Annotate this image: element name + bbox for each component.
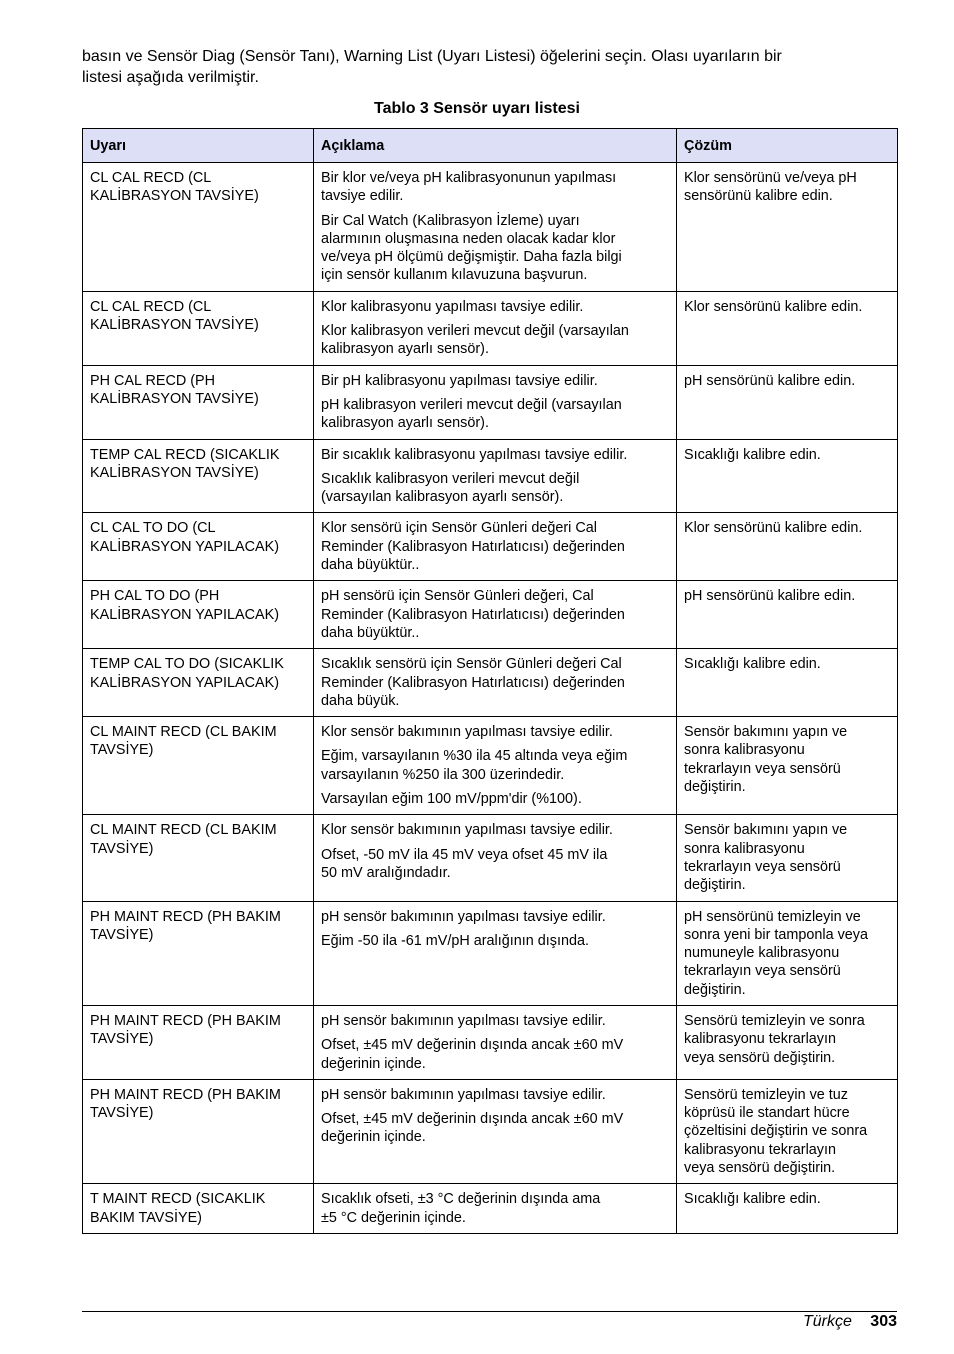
description-line: varsayılanın %250 ila 300 üzerindedir.: [321, 766, 565, 783]
description-paragraph: [321, 169, 669, 206]
table-row: [83, 717, 898, 815]
description-line: pH kalibrasyon verileri mevcut değil (varsayılan: [321, 396, 622, 413]
description-paragraph: [321, 1036, 669, 1073]
solution-cell: [677, 581, 898, 649]
solution-cell-line: Sıcaklığı kalibre edin.: [684, 656, 821, 673]
solution-cell-line: Sensörü temizleyin ve tuz: [684, 1086, 848, 1103]
warning-cell: [83, 439, 314, 513]
solution-cell-line: numuneyle kalibrasyonu: [684, 945, 840, 962]
description-line: değerinin içinde.: [321, 1055, 426, 1072]
table-row: [83, 291, 898, 365]
warning-cell: [83, 901, 314, 1005]
solution-cell-line: Klor sensörünü ve/veya pH: [684, 170, 857, 186]
warning-cell-line: CL MAINT RECD (CL BAKIM: [90, 724, 277, 741]
table-row: [83, 1184, 898, 1234]
description-line: daha büyüktür..: [321, 557, 420, 574]
solution-cell: [677, 291, 898, 365]
description-line: kalibrasyon ayarlı sensör).: [321, 415, 489, 432]
description-paragraph: [321, 1110, 669, 1147]
warning-cell: [83, 513, 314, 581]
description-paragraph: [321, 932, 669, 950]
table-row: [83, 901, 898, 1005]
description-paragraph: [321, 655, 669, 710]
table-row: [83, 513, 898, 581]
warning-cell-line: TAVSİYE): [90, 926, 154, 943]
description-cell: [314, 365, 677, 439]
description-cell: [314, 1005, 677, 1079]
warning-cell-line: KALİBRASYON TAVSİYE): [90, 390, 259, 407]
warning-cell-line: CL CAL TO DO (CL: [90, 520, 216, 537]
warning-cell: [83, 163, 314, 292]
description-line: Klor kalibrasyon verileri mevcut değil (varsayılan: [321, 323, 629, 340]
description-line: tavsiye edilir.: [321, 188, 404, 205]
description-line: kalibrasyon ayarlı sensör).: [321, 341, 489, 358]
intro-line: listesi aşağıda verilmiştir.: [82, 69, 259, 86]
description-line: daha büyüktür..: [321, 624, 420, 641]
footer-language: Türkçe: [802, 1313, 852, 1330]
description-line: Klor sensörü için Sensör Günleri değeri Cal: [321, 520, 597, 537]
description-paragraph: [321, 908, 669, 926]
warning-cell-line: TEMP CAL RECD (SICAKLIK: [90, 446, 280, 463]
description-line: ±5 °C değerinin içinde.: [321, 1209, 466, 1226]
solution-cell: [677, 1184, 898, 1234]
description-line: Ofset, ±45 mV değerinin dışında ancak ±60 mV: [321, 1111, 624, 1128]
warning-cell-line: PH CAL TO DO (PH: [90, 588, 220, 605]
description-line: Bir pH kalibrasyonu yapılması tavsiye edilir.: [321, 372, 598, 389]
warning-cell: [83, 649, 314, 717]
solution-cell-line: sonra kalibrasyonu: [684, 742, 805, 759]
solution-cell-line: değiştirin.: [684, 779, 746, 796]
description-cell: [314, 649, 677, 717]
description-paragraph: [321, 1012, 669, 1030]
page-footer: [803, 1313, 897, 1331]
description-line: Ofset, -50 mV ila 45 mV veya ofset 45 mV ila: [321, 846, 608, 863]
description-cell: [314, 163, 677, 292]
warning-cell-line: KALİBRASYON TAVSİYE): [90, 188, 259, 205]
description-line: Sıcaklık kalibrasyon verileri mevcut değil: [321, 470, 580, 487]
solution-cell-line: değiştirin.: [684, 877, 746, 894]
warning-cell-line: PH CAL RECD (PH: [90, 372, 216, 389]
solution-cell-line: veya sensörü değiştirin.: [684, 1160, 836, 1177]
solution-cell: [677, 1005, 898, 1079]
table-row: [83, 365, 898, 439]
solution-cell-line: sonra kalibrasyonu: [684, 840, 805, 857]
solution-cell: [677, 439, 898, 513]
warning-cell: [83, 1079, 314, 1183]
solution-cell-line: veya sensörü değiştirin.: [684, 1049, 836, 1066]
description-line: Bir sıcaklık kalibrasyonu yapılması tavsiye edilir.: [321, 446, 628, 463]
intro-line: basın ve Sensör Diag (Sensör Tanı), Warning List (Uyarı Listesi) öğelerini seçin. Olası uyarıların bir: [82, 48, 782, 65]
warning-cell-line: TAVSİYE): [90, 840, 154, 857]
description-cell: [314, 513, 677, 581]
solution-cell-line: Sensör bakımını yapın ve: [684, 724, 848, 741]
table-row: [83, 439, 898, 513]
description-line: Reminder (Kalibrasyon Hatırlatıcısı) değerinden: [321, 606, 625, 623]
description-line: (varsayılan kalibrasyon ayarlı sensör).: [321, 489, 564, 506]
table-row: [83, 815, 898, 901]
solution-cell-line: Sıcaklığı kalibre edin.: [684, 1191, 821, 1208]
sensor-warning-table: [82, 128, 898, 1234]
solution-cell-line: pH sensörünü kalibre edin.: [684, 588, 856, 605]
warning-cell-line: TEMP CAL TO DO (SICAKLIK: [90, 656, 284, 673]
description-line: Reminder (Kalibrasyon Hatırlatıcısı) değerinden: [321, 674, 625, 691]
description-paragraph: [321, 587, 669, 642]
description-paragraph: [321, 519, 669, 574]
warning-cell-line: BAKIM TAVSİYE): [90, 1209, 202, 1226]
description-paragraph: [321, 790, 669, 808]
page-number: 303: [870, 1313, 897, 1330]
description-paragraph: [321, 747, 669, 784]
header-warning: Uyarı: [83, 129, 314, 163]
description-line: Klor kalibrasyonu yapılması tavsiye edilir.: [321, 298, 584, 315]
description-line: Varsayılan eğim 100 mV/ppm'dir (%100).: [321, 791, 582, 808]
description-line: Bir klor ve/veya pH kalibrasyonunun yapılması: [321, 170, 617, 186]
warning-cell: [83, 815, 314, 901]
description-paragraph: [321, 446, 669, 464]
description-paragraph: [321, 470, 669, 507]
description-line: Bir Cal Watch (Kalibrasyon İzleme) uyarı: [321, 212, 580, 229]
table-row: [83, 1005, 898, 1079]
description-line: ve/veya pH ölçümü değişmiştir. Daha fazla bilgi: [321, 249, 622, 266]
warning-cell-line: T MAINT RECD (SICAKLIK: [90, 1191, 266, 1208]
warning-cell-line: TAVSİYE): [90, 1031, 154, 1048]
warning-cell-line: CL MAINT RECD (CL BAKIM: [90, 822, 277, 839]
warning-cell: [83, 365, 314, 439]
description-paragraph: [321, 396, 669, 433]
warning-cell-line: KALİBRASYON YAPILACAK): [90, 606, 280, 623]
description-line: pH sensör bakımının yapılması tavsiye edilir.: [321, 908, 606, 925]
description-cell: [314, 439, 677, 513]
description-cell: [314, 815, 677, 901]
header-description: Açıklama: [314, 129, 677, 163]
warning-cell: [83, 291, 314, 365]
solution-cell-line: çözeltisini değiştirin ve sonra: [684, 1123, 868, 1140]
warning-cell-line: CL CAL RECD (CL: [90, 170, 212, 186]
warning-cell-line: PH MAINT RECD (PH BAKIM: [90, 908, 281, 925]
solution-cell-line: pH sensörünü temizleyin ve: [684, 908, 861, 925]
warning-cell-line: PH MAINT RECD (PH BAKIM: [90, 1086, 281, 1103]
description-paragraph: [321, 1086, 669, 1104]
table-body: [83, 163, 898, 1234]
solution-cell-line: tekrarlayın veya sensörü: [684, 963, 841, 980]
warning-cell: [83, 1005, 314, 1079]
table-header-row: [83, 129, 898, 163]
header-solution: Çözüm: [677, 129, 898, 163]
solution-cell-line: tekrarlayın veya sensörü: [684, 858, 841, 875]
description-paragraph: [321, 212, 669, 285]
description-paragraph: [321, 1190, 669, 1227]
solution-cell: [677, 365, 898, 439]
description-paragraph: [321, 322, 669, 359]
solution-cell-line: Sensörü temizleyin ve sonra: [684, 1012, 865, 1029]
description-cell: [314, 581, 677, 649]
warning-cell-line: KALİBRASYON YAPILACAK): [90, 674, 280, 691]
description-cell: [314, 1079, 677, 1183]
solution-cell-line: sensörünü kalibre edin.: [684, 188, 833, 205]
warning-cell: [83, 1184, 314, 1234]
solution-cell-line: tekrarlayın veya sensörü: [684, 760, 841, 777]
intro-paragraph: [82, 46, 902, 88]
warning-cell: [83, 581, 314, 649]
table-row: [83, 1079, 898, 1183]
description-line: alarmının oluşmasına neden olacak kadar klor: [321, 230, 616, 247]
solution-cell-line: Sıcaklığı kalibre edin.: [684, 446, 821, 463]
solution-cell: [677, 901, 898, 1005]
solution-cell: [677, 649, 898, 717]
warning-cell-line: KALİBRASYON TAVSİYE): [90, 464, 259, 481]
warning-cell-line: KALİBRASYON TAVSİYE): [90, 317, 259, 334]
table-row: [83, 649, 898, 717]
solution-cell: [677, 1079, 898, 1183]
description-line: Klor sensör bakımının yapılması tavsiye edilir.: [321, 724, 613, 741]
solution-cell: [677, 815, 898, 901]
description-line: Sıcaklık ofseti, ±3 °C değerinin dışında ama: [321, 1191, 601, 1208]
description-line: pH sensör bakımının yapılması tavsiye edilir.: [321, 1086, 606, 1103]
warning-cell-line: PH MAINT RECD (PH BAKIM: [90, 1012, 281, 1029]
solution-cell-line: Sensör bakımını yapın ve: [684, 822, 848, 839]
solution-cell: [677, 163, 898, 292]
footer-divider: [82, 1311, 897, 1312]
warning-cell-line: TAVSİYE): [90, 1105, 154, 1122]
warning-cell: [83, 717, 314, 815]
description-line: Klor sensör bakımının yapılması tavsiye edilir.: [321, 822, 613, 839]
solution-cell-line: Klor sensörünü kalibre edin.: [684, 298, 863, 315]
solution-cell-line: Klor sensörünü kalibre edin.: [684, 520, 863, 537]
description-cell: [314, 291, 677, 365]
description-line: Ofset, ±45 mV değerinin dışında ancak ±60 mV: [321, 1037, 624, 1054]
description-line: pH sensör bakımının yapılması tavsiye edilir.: [321, 1012, 606, 1029]
description-line: Eğim, varsayılanın %30 ila 45 altında veya eğim: [321, 748, 628, 765]
description-line: pH sensörü için Sensör Günleri değeri, Cal: [321, 588, 594, 605]
solution-cell-line: sonra yeni bir tamponla veya: [684, 926, 868, 943]
description-cell: [314, 901, 677, 1005]
solution-cell-line: kalibrasyonu tekrarlayın: [684, 1031, 836, 1048]
description-cell: [314, 717, 677, 815]
solution-cell: [677, 717, 898, 815]
solution-cell-line: değiştirin.: [684, 981, 746, 998]
table-row: [83, 163, 898, 292]
description-paragraph: [321, 821, 669, 839]
warning-cell-line: TAVSİYE): [90, 742, 154, 759]
description-line: daha büyük.: [321, 692, 400, 709]
description-line: Reminder (Kalibrasyon Hatırlatıcısı) değerinden: [321, 538, 625, 555]
description-line: 50 mV aralığındadır.: [321, 864, 451, 881]
description-line: Sıcaklık sensörü için Sensör Günleri değeri Cal: [321, 656, 622, 673]
description-paragraph: [321, 846, 669, 883]
description-cell: [314, 1184, 677, 1234]
description-paragraph: [321, 723, 669, 741]
solution-cell: [677, 513, 898, 581]
warning-cell-line: CL CAL RECD (CL: [90, 298, 212, 315]
description-paragraph: [321, 372, 669, 390]
warning-cell-line: KALİBRASYON YAPILACAK): [90, 538, 280, 555]
solution-cell-line: köprüsü ile standart hücre: [684, 1105, 850, 1122]
table-caption: Tablo 3 Sensör uyarı listesi: [374, 100, 580, 117]
solution-cell-line: pH sensörünü kalibre edin.: [684, 372, 856, 389]
description-line: değerinin içinde.: [321, 1129, 426, 1146]
solution-cell-line: kalibrasyonu tekrarlayın: [684, 1141, 836, 1158]
description-paragraph: [321, 298, 669, 316]
table-row: [83, 581, 898, 649]
description-line: Eğim -50 ila -61 mV/pH aralığının dışında.: [321, 932, 589, 949]
description-line: için sensör kullanım kılavuzuna başvurun.: [321, 267, 588, 284]
